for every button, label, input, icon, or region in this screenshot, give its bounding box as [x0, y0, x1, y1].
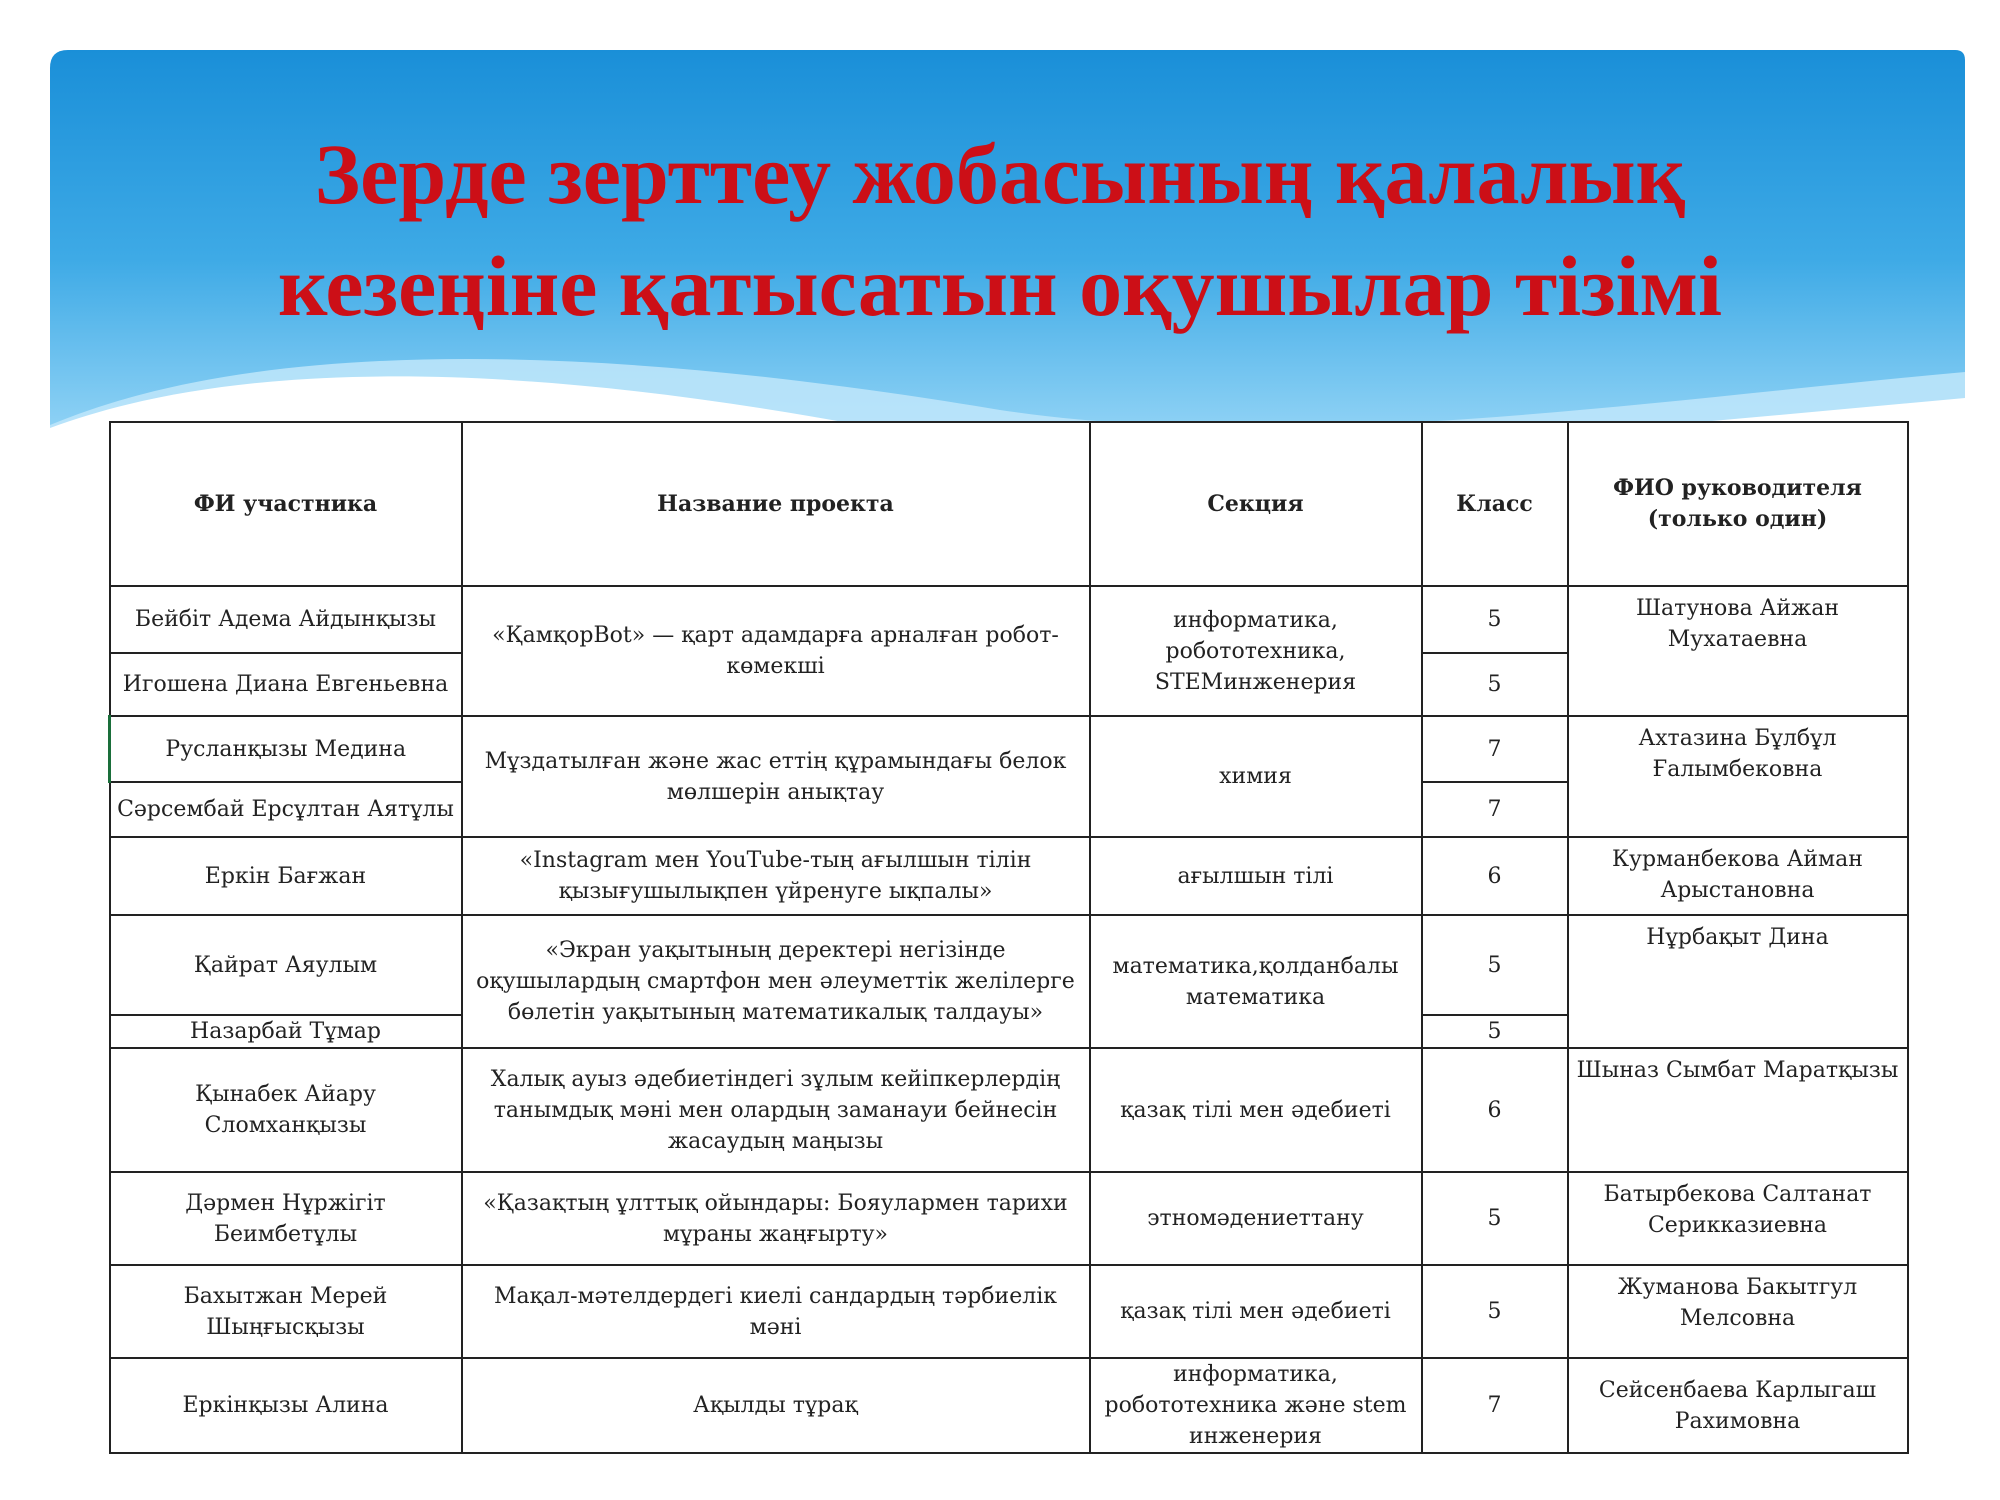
section: математика,қолданбалы математика [1090, 915, 1422, 1048]
table-row [110, 1358, 1908, 1453]
project-title: «ҚамқорBot» — қарт адамдарға арналған робот-көмекші [462, 586, 1090, 716]
advisor: Шатунова Айжан Мухатаевна [1568, 586, 1908, 716]
project-title: «Қазақтың ұлттық ойындары: Бояулармен тарихи мұраны жаңғырту» [462, 1172, 1090, 1265]
grade: 7 [1422, 782, 1568, 837]
slide-title: Зерде зерттеу жобасының қалалық кезеңіне қатысатын оқушылар тізімі [277, 126, 1723, 334]
participant-name: Игошена Диана Евгеньевна [110, 653, 462, 716]
participant-name: Еркінқызы Алина [110, 1358, 462, 1453]
participants-table-wrap [108, 421, 1906, 1449]
grade: 5 [1422, 1265, 1568, 1358]
table-row [110, 1265, 1908, 1358]
advisor: Батырбекова Салтанат Серикказиевна [1568, 1172, 1908, 1265]
section: информатика, робототехника, STEMинженерия [1090, 586, 1422, 716]
grade: 5 [1422, 1015, 1568, 1048]
table-row [110, 837, 1908, 915]
project-title: Ақылды тұрақ [462, 1358, 1090, 1453]
grade: 7 [1422, 716, 1568, 782]
advisor: Ахтазина Бұлбұл Ғалымбековна [1568, 716, 1908, 837]
table-row [110, 1048, 1908, 1172]
grade: 6 [1422, 1048, 1568, 1172]
grade: 5 [1422, 653, 1568, 716]
project-title: «Instagram мен YouTube-тың ағылшын тілін қызығушылықпен үйренуге ықпалы» [462, 837, 1090, 915]
advisor: Курманбекова Айман Арыстановна [1568, 837, 1908, 915]
participant-name: Бахытжан Мерей Шыңғысқызы [110, 1265, 462, 1358]
table-row [110, 915, 1908, 1015]
grade: 5 [1422, 586, 1568, 653]
project-title: Мақал-мәтелдердегі киелі сандардың тәрбиелік мәні [462, 1265, 1090, 1358]
participants-table [108, 421, 1909, 1454]
table-row [110, 716, 1908, 782]
grade: 5 [1422, 915, 1568, 1015]
project-title: «Экран уақытының деректері негізінде оқушылардың смартфон мен әлеуметтік желілерге бөлетін уақытының математикалық талдауы» [462, 915, 1090, 1048]
header-grade: Класс [1422, 422, 1568, 586]
header-advisor: ФИО руководителя (только один) [1568, 422, 1908, 586]
participant-name: Қайрат Аяулым [110, 915, 462, 1015]
advisor: Сейсенбаева Карлыгаш Рахимовна [1568, 1358, 1908, 1453]
grade: 5 [1422, 1172, 1568, 1265]
table-row [110, 586, 1908, 653]
grade: 7 [1422, 1358, 1568, 1453]
header-project: Название проекта [462, 422, 1090, 586]
table-row [110, 1172, 1908, 1265]
project-title: Халық ауыз әдебиетіндегі зұлым кейіпкерлердің танымдық мәні мен олардың заманауи бейнесін жасаудың маңызы [462, 1048, 1090, 1172]
section: қазақ тілі мен әдебиеті [1090, 1048, 1422, 1172]
participant-name: Назарбай Тұмар [110, 1015, 462, 1048]
header-row [110, 422, 1908, 586]
header-section: Секция [1090, 422, 1422, 586]
advisor: Жуманова Бакытгул Мелсовна [1568, 1265, 1908, 1358]
advisor: Шыназ Сымбат Маратқызы [1568, 1048, 1908, 1172]
project-title: Мұздатылған және жас еттің құрамындағы белок мөлшерін анықтау [462, 716, 1090, 837]
participant-name: Бейбіт Адема Айдынқызы [110, 586, 462, 653]
header-name: ФИ участника [110, 422, 462, 586]
participant-name: Сәрсембай Ерсұлтан Аятұлы [110, 782, 462, 837]
participant-name: Русланқызы Медина [110, 716, 462, 782]
participant-name: Қынабек Айару Сломханқызы [110, 1048, 462, 1172]
section: ағылшын тілі [1090, 837, 1422, 915]
participant-name: Еркін Бағжан [110, 837, 462, 915]
section: химия [1090, 716, 1422, 837]
participant-name: Дәрмен Нұржігіт Беимбетұлы [110, 1172, 462, 1265]
section: қазақ тілі мен әдебиеті [1090, 1265, 1422, 1358]
section: этномәдениеттану [1090, 1172, 1422, 1265]
section: информатика, робототехника және stem инженерия [1090, 1358, 1422, 1453]
grade: 6 [1422, 837, 1568, 915]
advisor: Нұрбақыт Дина [1568, 915, 1908, 1048]
